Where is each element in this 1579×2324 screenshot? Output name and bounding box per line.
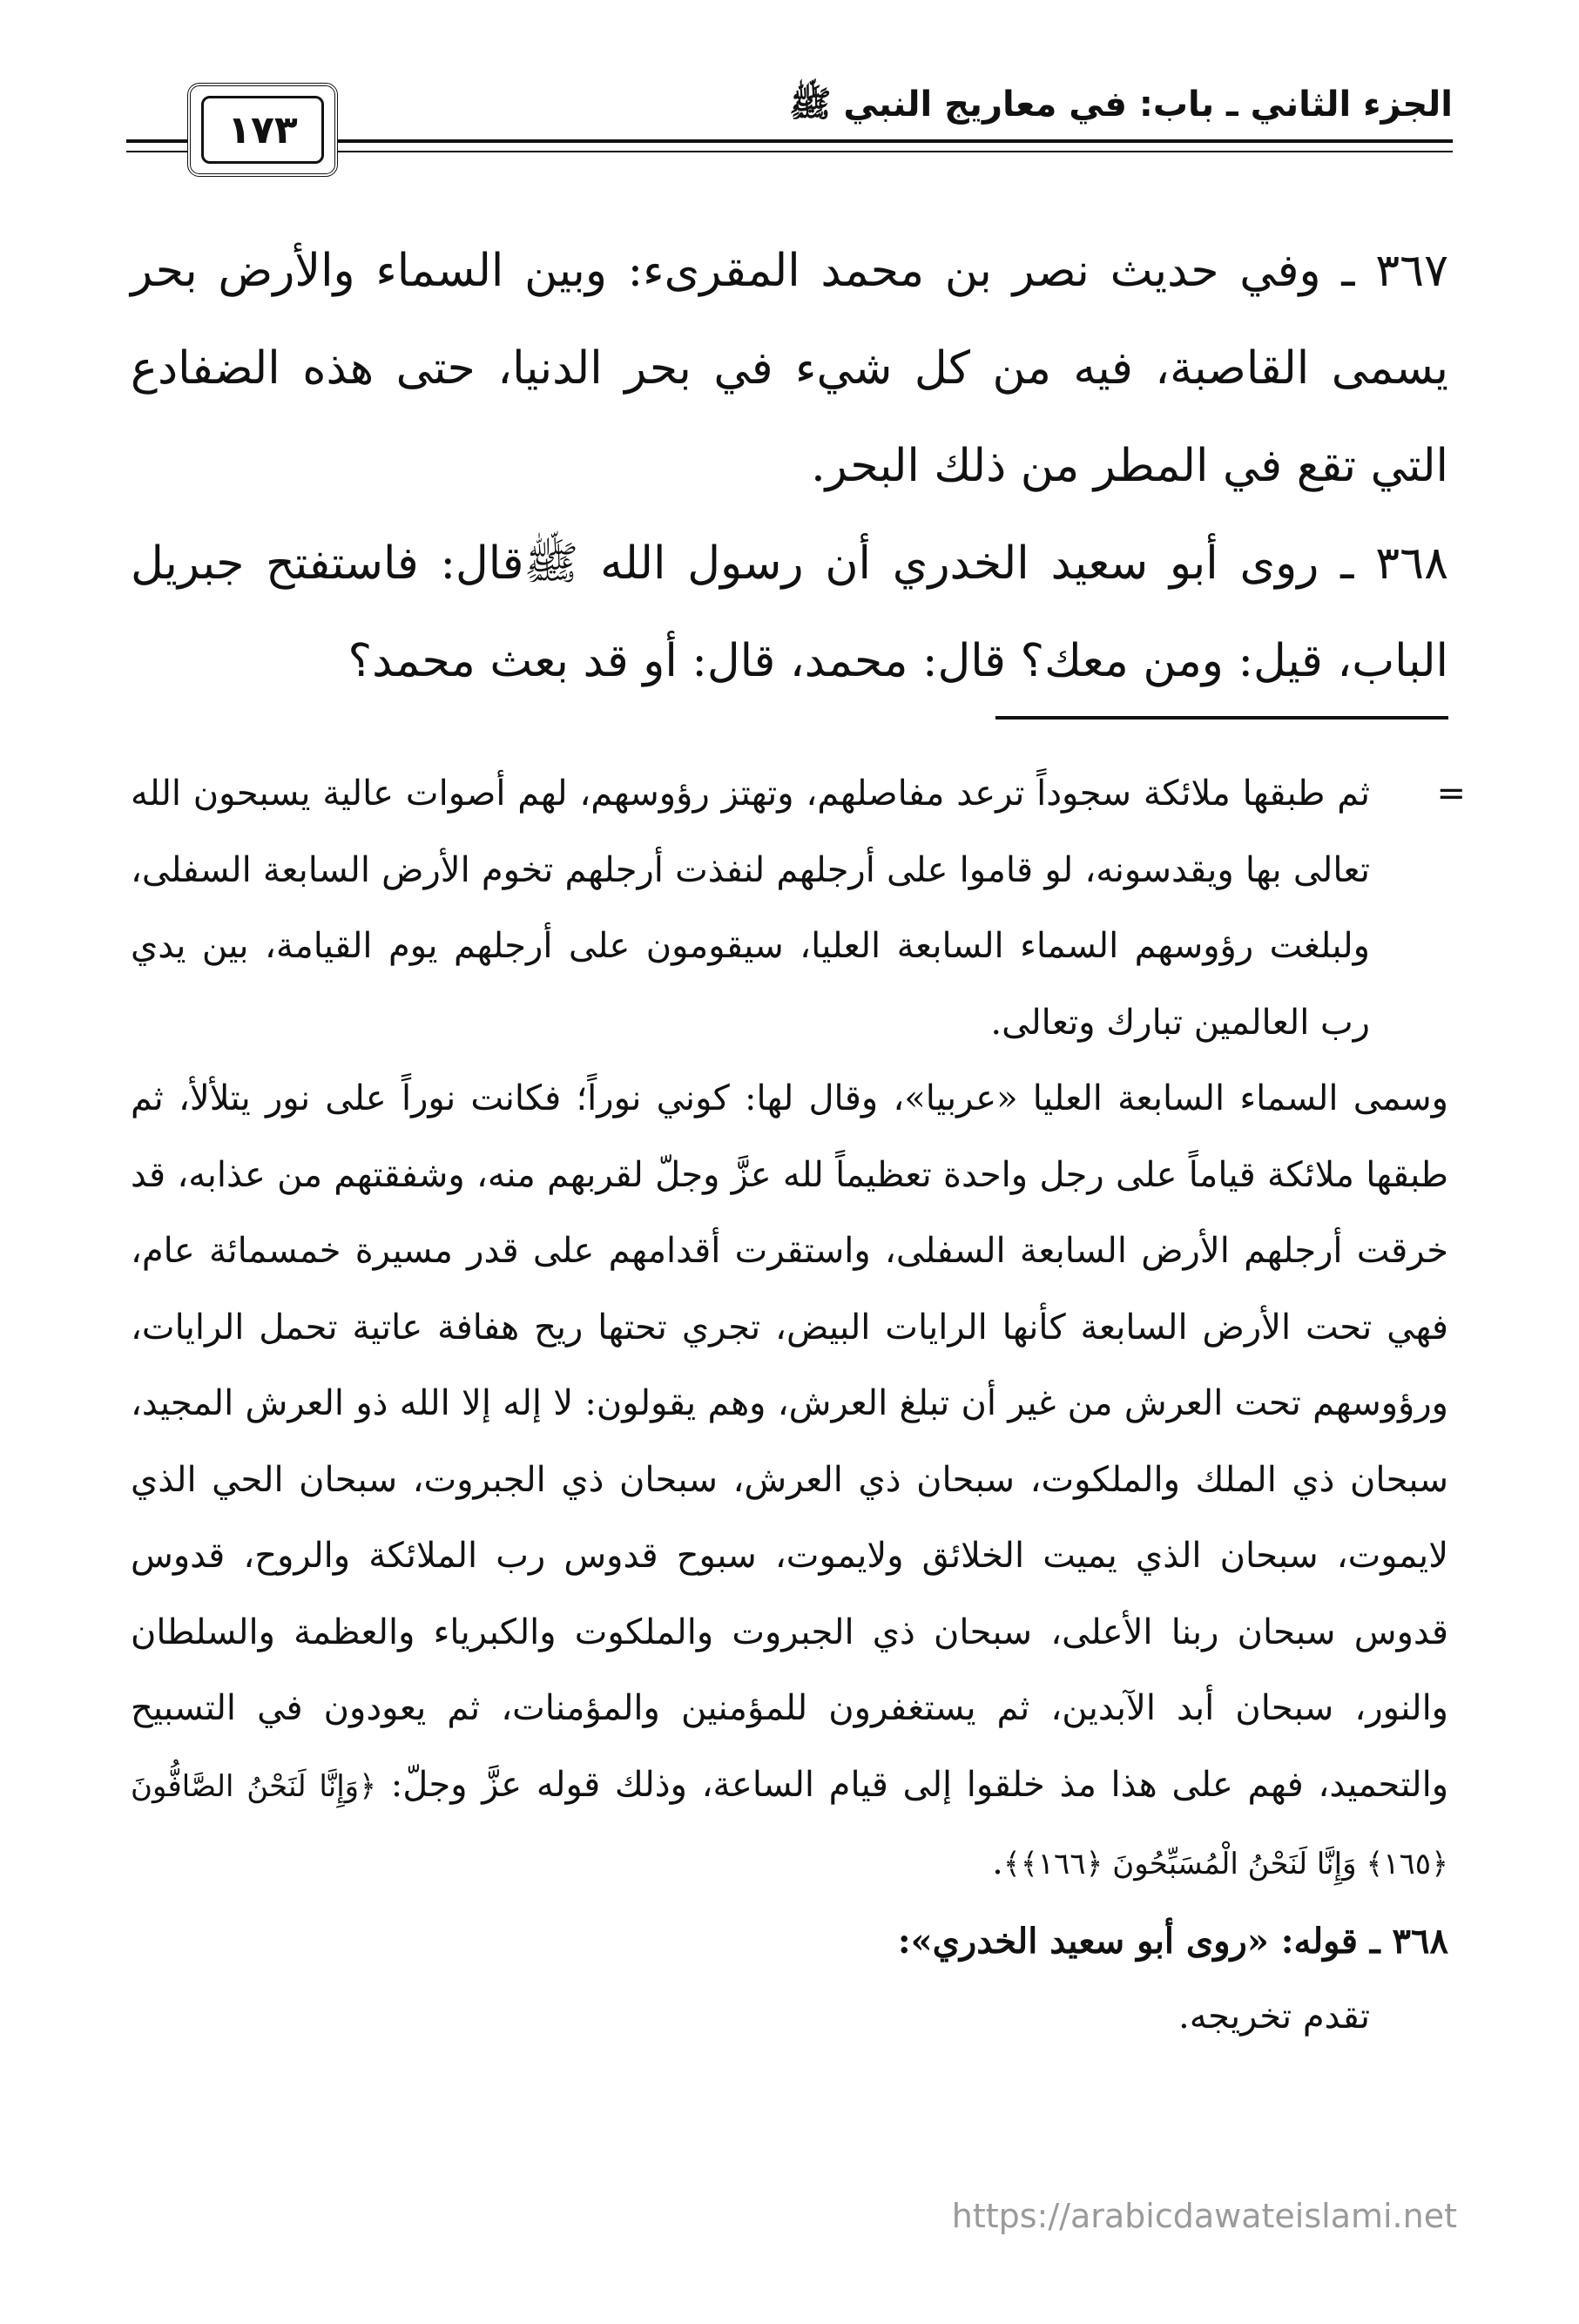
paragraph-367: ٣٦٧ ـ وفي حديث نصر بن محمد المقرىء: وبين السماء والأرض بحر يسمى القاصبة، فيه من كل شيء في بحر الدنيا، حتى هذه الضفادع التي تقع في المطر من ذلك البحر. [131, 245, 1448, 492]
footnote-367-part-b [131, 1061, 1448, 1903]
footnote-separator [995, 716, 1448, 719]
footnote-367-end: . [992, 1842, 1003, 1882]
watermark-url: https://arabicdawateislami.net [951, 2197, 1457, 2235]
main-text [131, 222, 1448, 710]
footnote-368-body: تقدم تخريجه. [1178, 1996, 1370, 2037]
footnote-367-part-a: ثم طبقها ملائكة سجوداً ترعد مفاصلهم، وتهتز رؤوسهم، لهم أصوات عالية يسبحون الله تعالى بها ويقدسونه، لو قاموا على أرجلهم لنفذت أرجلهم تخوم الأرض السابعة السفلى، ولبلغت رؤوسهم السماء السابعة العليا، سيقومون على أرجلهم يوم القيامة، بين يدي رب العالمين تبارك وتعالى. [131, 774, 1370, 1043]
running-head: الجزء الثاني ـ باب: في معاريج النبي ﷺ [789, 84, 1453, 125]
footnote-continuation-mark: = [1436, 774, 1466, 814]
quran-verse: ﴿وَإِنَّا لَنَحْنُ الصَّافُّونَ ﴿١٦٥﴾ وَإِنَّا لَنَحْنُ الْمُسَبِّحُونَ ﴿١٦٦﴾﴾ [131, 1768, 1448, 1881]
paragraph-368: ٣٦٨ ـ روى أبو سعيد الخدري أن رسول الله ﷺقال: فاستفتح جبريل الباب، قيل: ومن معك؟ قال: محمد، قال: أو قد بعث محمد؟ [131, 537, 1448, 687]
page-number: ١٧٣ [201, 96, 324, 164]
page-number-frame [187, 83, 338, 177]
footnotes [131, 756, 1448, 2056]
footnote-368-heading: ٣٦٨ ـ قوله: «روى أبو سعيد الخدري»: [897, 1920, 1448, 1962]
footnote-367-text: وسمى السماء السابعة العليا «عربيا»، وقال لها: كوني نوراً؛ فكانت نوراً على نور يتلألأ، ثم طبقها ملائكة قياماً على رجل واحدة تعظيماً لله عزَّ وجلّ لقربهم منه، وشفقتهم من عذابه، قد خرقت أرجلهم الأرض السابعة السفلى، واستقرت أقدامهم على قدر مسيرة خمسمائة عام، فهي تحت الأرض السابعة كأنها الرايات البيض، تجري تحتها ريح هفافة عاتية تحمل الرايات، ورؤوسهم تحت العرش من غير أن تبلغ العرش، وهم يقولون: لا إله إلا الله ذو العرش المجيد، سبحان ذي الملك والملكوت، سبحان ذي العرش، سبحان ذي الجبروت، سبحان الحي الذي لايموت، سبحان الذي يميت الخلائق ولايموت، سبوح قدوس رب الملائكة والروح، قدوس قدوس سبحان ربنا الأعلى، سبحان ذي الجبروت والملكوت والكبرياء والعظمة والسلطان والنور، سبحان أبد الآبدين، ثم يستغفرون للمؤمنين والمؤمنات، ثم يعودون في التسبيح والتحميد، فهم على هذا مذ خلقوا إلى قيام الساعة، وذلك قوله عزَّ وجلّ: [131, 1078, 1449, 1805]
